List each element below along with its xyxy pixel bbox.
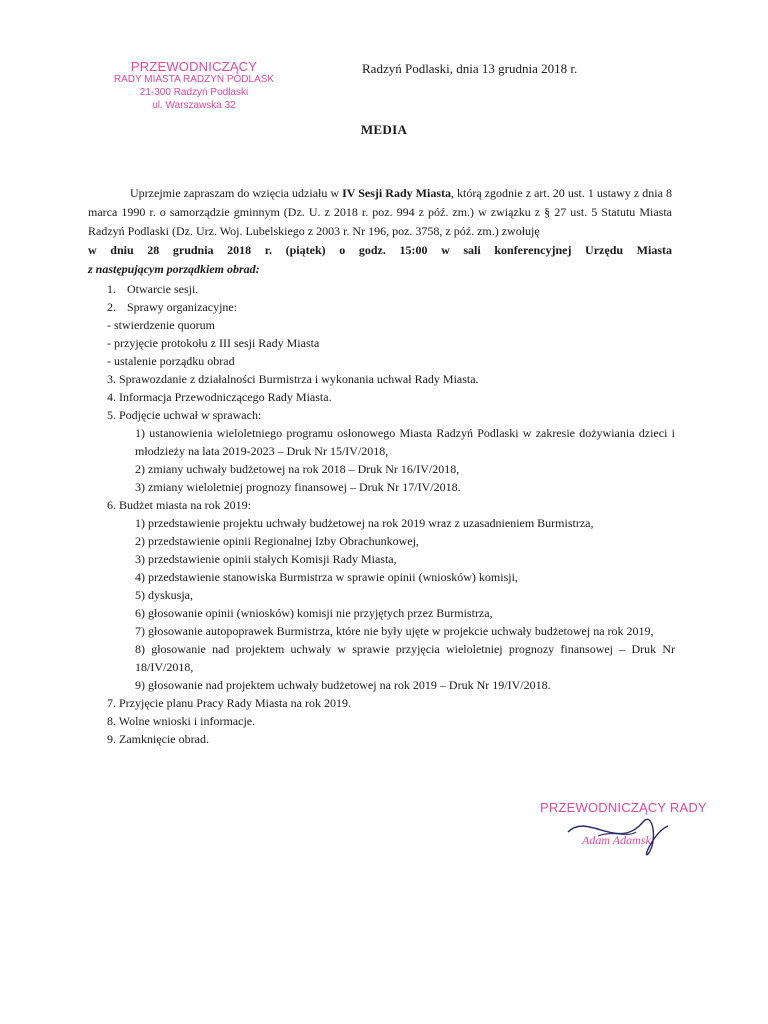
handwritten-signature-icon (558, 802, 678, 862)
stamp-council: RADY MIASTA RADZYŃ PODLASK (113, 74, 275, 85)
place-date: Radzyń Podlaski, dnia 13 grudnia 2018 r. (362, 61, 578, 76)
sub-item: 4) przedstawienie stanowiska Burmistrza w sprawie opinii (wniosków) komisji, (135, 570, 518, 584)
signature-name: Adam Adamski (582, 833, 655, 847)
signature-title: PRZEWODNICZĄCY RADY (540, 800, 707, 815)
invitation-paragraph: Uprzejmie zapraszam do wzięcia udziału w IV Sesji Rady Miasta, którą zgodnie z art. 20 ust. 1 ustawy z dnia 8 marca 1990 r. o samorządzie gminnym (Dz. U. z 2018 r. poz. 994 z póź. zm.) w związku z § 27 ust. 5 Statutu Miasta Radzyń Podlaski (Dz. Urz. Woj. Lubelskiego z 2003 r. Nr 196, poz. 3758, z póź. zm.) zwołuję (88, 186, 672, 238)
sub-item: 7) głosowanie autopoprawek Burmistrza, które nie były ujęte w projekcie uchwały budżetowej na rok 2019, (135, 624, 654, 638)
sub-item: 1) ustanowienia wieloletniego programu osłonowego Miasta Radzyń Podlaski w zakresie dożywiania dzieci i młodzieży na lata 2019-2023 – Druk Nr 15/IV/2018, (135, 426, 675, 458)
stamp-street: ul. Warszawska 32 (152, 100, 236, 111)
list-item: - stwierdzenie quorum (107, 318, 215, 332)
sub-item: 8) głosowanie nad projektem uchwały w sprawie przyjęcia wieloletniej prognozy finansowej – Druk Nr 18/IV/2018, (135, 642, 675, 674)
list-item: 9. Zamknięcie obrad. (107, 732, 209, 746)
list-item: 3. Sprawozdanie z działalności Burmistrza i wykonania uchwał Rady Miasta. (107, 372, 479, 386)
stamp-title: PRZEWODNICZĄCY (130, 59, 258, 74)
agenda-list (107, 280, 675, 748)
sub-item: 9) głosowanie nad projektem uchwały budżetowej na rok 2019 – Druk Nr 19/IV/2018. (135, 678, 551, 692)
sub-item: 3) przedstawienie opinii stałych Komisji Rady Miasta, (135, 552, 397, 566)
sub-item: 2) przedstawienie opinii Regionalnej Izby Obrachunkowej, (135, 534, 419, 548)
agenda-intro: z następującym porządkiem obrad: (88, 262, 260, 276)
list-item: 7. Przyjęcie planu Pracy Rady Miasta na rok 2019. (107, 696, 351, 710)
list-item: 1. Otwarcie sesji. (107, 282, 199, 296)
invitation-text (88, 184, 672, 279)
sub-item: 6) głosowanie opinii (wniosków) komisji nie przyjętych przez Burmistrza, (135, 606, 493, 620)
sub-item: 3) zmiany wieloletniej prognozy finansowej – Druk Nr 17/IV/2018. (135, 480, 461, 494)
sub-item: 2) zmiany uchwały budżetowej na rok 2018 – Druk Nr 16/IV/2018, (135, 462, 460, 476)
list-item: - przyjęcie protokołu z III sesji Rady Miasta (107, 336, 320, 350)
stamp-postcode: 21-300 Radzyń Podlaski (139, 87, 249, 98)
signature-block (540, 800, 730, 848)
list-item: 5. Podjęcie uchwał w sprawach: (107, 408, 262, 422)
official-stamp (104, 60, 284, 112)
session-datetime: w dniu 28 grudnia 2018 r. (piątek) o godz. 15:00 w sali konferencyjnej Urzędu Miasta (88, 243, 672, 257)
page-title: MEDIA (360, 122, 408, 137)
sub-item: 1) przedstawienie projektu uchwały budżetowej na rok 2019 wraz z uzasadnieniem Burmistrza, (135, 516, 594, 530)
list-item: 6. Budżet miasta na rok 2019: (107, 498, 251, 512)
session-name: IV Sesji Rady Miasta (342, 186, 451, 200)
list-item: - ustalenie porządku obrad (107, 354, 235, 368)
sub-item: 5) dyskusja, (135, 588, 193, 602)
list-item: 4. Informacja Przewodniczącego Rady Miasta. (107, 390, 332, 404)
list-item: 2. Sprawy organizacyjne: (107, 300, 238, 314)
list-item: 8. Wolne wnioski i informacje. (107, 714, 256, 728)
